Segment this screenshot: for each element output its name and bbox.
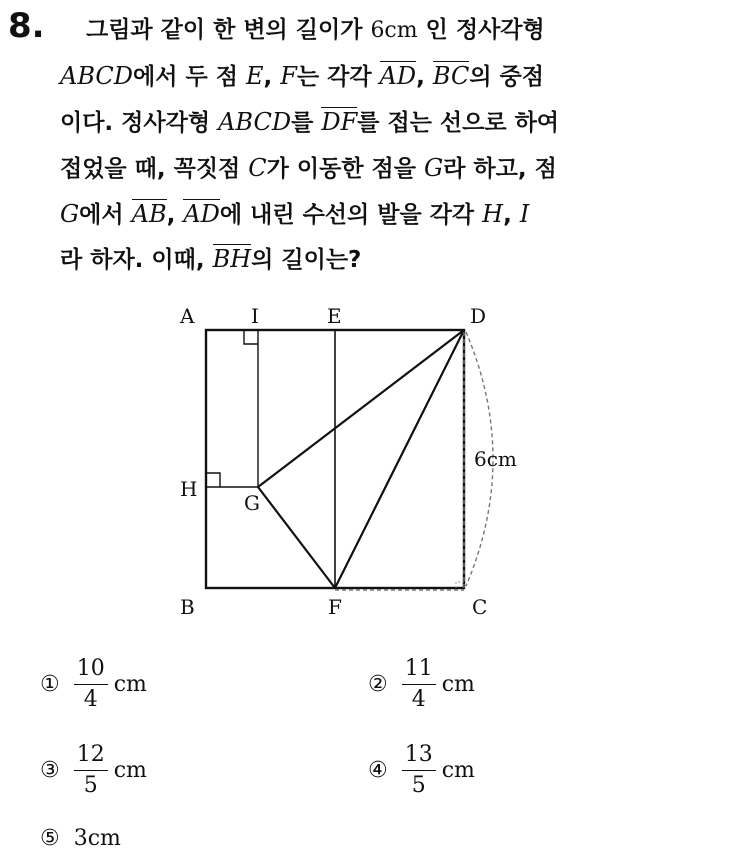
right-angle-mark-i — [244, 330, 258, 344]
question-text-segment: 라 하자. 이때, — [60, 247, 213, 273]
segment-notation: BH — [212, 245, 252, 273]
question-text-segment: 에서 — [79, 202, 132, 228]
choice-3-denominator: 5 — [83, 773, 98, 798]
question-text-segment: , — [263, 64, 281, 90]
choice-3-mark: ③ — [40, 758, 60, 783]
segment-dg — [258, 330, 464, 487]
choice-1-denominator: 4 — [83, 687, 98, 712]
choice-5-mark: ⑤ — [40, 826, 60, 851]
math-variable: I — [519, 200, 530, 228]
choice-1-numerator: 10 — [74, 656, 108, 685]
question-text-segment: 인 정사각형 — [417, 17, 545, 43]
label-i: I — [251, 304, 259, 328]
label-g: G — [244, 491, 260, 515]
choice-2-mark: ② — [368, 672, 388, 697]
math-variable: C — [248, 154, 267, 182]
math-variable: ABCD — [60, 62, 134, 90]
question-text-segment: , — [416, 64, 433, 90]
segment-notation: AD — [183, 200, 220, 228]
segment-df — [335, 330, 464, 588]
choice-1[interactable] — [40, 656, 147, 713]
math-variable: F — [280, 62, 297, 90]
question-text-segment: 를 — [291, 110, 322, 136]
question-text-segment: 접었을 때, 꼭짓점 — [60, 156, 249, 182]
choice-2[interactable] — [368, 656, 475, 713]
label-a: A — [180, 304, 195, 328]
question-text-segment: 는 각각 — [296, 64, 380, 90]
question-text-segment: 에서 두 점 — [133, 64, 246, 90]
math-variable: E — [245, 62, 264, 90]
segment-gf — [258, 487, 335, 588]
segment-notation: AD — [379, 62, 417, 90]
choice-3-fraction — [74, 742, 108, 799]
choice-3-numerator: 12 — [74, 742, 108, 771]
choice-1-unit: cm — [113, 672, 147, 697]
segment-notation: AB — [131, 200, 167, 228]
choice-1-fraction — [74, 656, 108, 713]
question-text-segment: , — [503, 202, 520, 228]
choice-2-unit: cm — [441, 672, 475, 697]
math-variable: G — [424, 154, 444, 182]
question-text-segment: 를 접는 선으로 하여 — [357, 110, 560, 136]
question-number: 8. — [8, 6, 45, 46]
label-h: H — [180, 477, 198, 501]
choice-5[interactable] — [40, 826, 121, 851]
choice-3-unit: cm — [113, 758, 147, 783]
question-text-segment: 에 내린 수선의 발을 각각 — [219, 202, 483, 228]
question-text-segment: 의 중점 — [469, 64, 544, 90]
choice-4-numerator: 13 — [402, 742, 436, 771]
right-angle-mark-h — [206, 473, 220, 487]
math-variable: H — [482, 200, 504, 228]
segment-notation: BC — [432, 62, 470, 90]
choice-4-denominator: 5 — [411, 773, 426, 798]
label-e: E — [327, 304, 342, 328]
question-text-segment: 의 길이는? — [251, 247, 362, 273]
question-text-segment: 라 하고, 점 — [443, 156, 557, 182]
question-text-segment: 이다. 정사각형 — [60, 110, 219, 136]
choice-2-numerator: 11 — [402, 656, 436, 685]
label-f: F — [328, 595, 342, 619]
choice-2-denominator: 4 — [411, 687, 426, 712]
question-text-segment: 가 이동한 점을 — [266, 156, 425, 182]
choice-4-unit: cm — [441, 758, 475, 783]
choice-4-mark: ④ — [368, 758, 388, 783]
choice-1-mark: ① — [40, 672, 60, 697]
segment-notation: DF — [321, 108, 358, 136]
choice-3[interactable] — [40, 742, 147, 799]
label-c: C — [472, 595, 488, 619]
length-value: 6cm — [370, 18, 418, 43]
choice-4[interactable] — [368, 742, 475, 799]
choice-4-fraction — [402, 742, 436, 799]
label-d: D — [470, 304, 487, 328]
label-b: B — [180, 595, 195, 619]
choice-5-unit: cm — [87, 826, 121, 851]
question-text-segment: , — [166, 202, 184, 228]
math-variable: ABCD — [218, 108, 292, 136]
side-length-label: 6cm — [474, 447, 517, 471]
choice-5-value: 3 — [73, 826, 88, 851]
question-text-segment: 그림과 같이 한 변의 길이가 — [86, 17, 371, 43]
choice-2-fraction — [402, 656, 436, 713]
math-variable: G — [60, 200, 80, 228]
